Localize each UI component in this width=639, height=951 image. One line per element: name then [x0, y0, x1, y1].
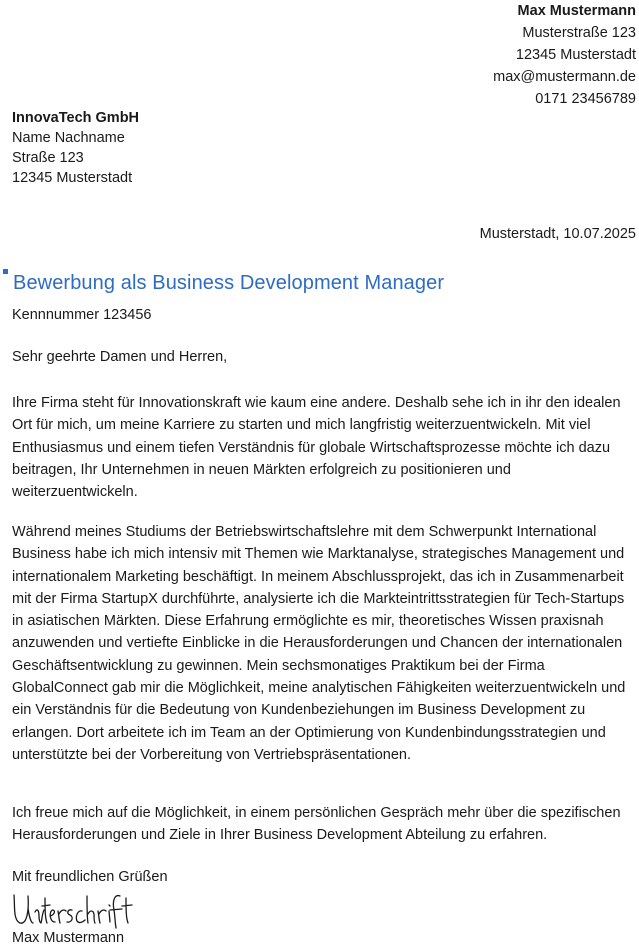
- recipient-city: 12345 Musterstadt: [12, 170, 133, 186]
- sender-name: Max Mustermann: [517, 3, 636, 19]
- recipient-company: InnovaTech GmbH: [12, 110, 140, 126]
- subject-marker: [3, 269, 8, 274]
- recipient-contact: Name Nachname: [12, 130, 125, 146]
- salutation: Sehr geehrte Damen und Herren,: [12, 349, 228, 365]
- sender-email: max@mustermann.de: [493, 69, 636, 85]
- reference-number: Kennnummer 123456: [12, 307, 152, 323]
- closing-phrase: Mit freundlichen Grüßen: [12, 869, 168, 885]
- letter-date: Musterstadt, 10.07.2025: [479, 226, 636, 242]
- body-paragraph: Während meines Studiums der Betriebswirtschaftslehre mit dem Schwerpunkt International Business habe ich mich intensiv mit Themen wie Marktanalyse, strategisches Management und internationalem Marketing beschäftigt. In meinem Abschlussprojekt, das ich in Zusammenarbeit mit der Firma StartupX durchführte, analysierte ich die Markteintrittsstrategien für Tech-Startups in asiatischen Märkten. Diese Erfahrung ermöglichte es mir, theoretisches Wissen praxisnah anzuwenden und vertiefte Einblicke in die Herausforderungen und Chancen der internationalen Geschäftsentwicklung zu gewinnen. Mein sechsmonatiges Praktikum bei der Firma GlobalConnect gab mir die Möglichkeit, meine analytischen Fähigkeiten weiterzuentwickeln und ein Verständnis für die Bedeutung von Kundenbeziehungen im Business Development zu erlangen. Dort arbeitete ich im Team an der Optimierung von Kundenbindungsstrategien und unterstützte bei der Vorbereitung von Vertriebspräsentationen.: [12, 524, 626, 763]
- body-paragraph: Ihre Firma steht für Innovationskraft wie kaum eine andere. Deshalb sehe ich in ihr den idealen Ort für mich, um meine Karriere zu starten und mich langfristig weiterzuentwickeln. Mit viel Enthusiasmus und einem tiefen Verständnis für globale Wirtschaftsprozesse möchte ich dazu beitragen, Ihr Unternehmen in neuen Märkten erfolgreich zu positionieren und weiterzuentwickeln.: [12, 395, 621, 501]
- signer-name: Max Mustermann: [12, 930, 125, 946]
- handwritten-signature: [8, 890, 138, 930]
- sender-city: 12345 Musterstadt: [515, 47, 636, 63]
- subject-line: Bewerbung als Business Development Manager: [13, 272, 445, 294]
- sender-street: Musterstraße 123: [522, 25, 636, 41]
- body-paragraph: Ich freue mich auf die Möglichkeit, in einem persönlichen Gespräch mehr über die spezifischen Herausforderungen und Ziele in Ihrer Business Development Abteilung zu erfahren.: [12, 805, 621, 844]
- recipient-street: Straße 123: [12, 150, 84, 166]
- sender-phone: 0171 23456789: [535, 91, 636, 107]
- recipient-address-block: [12, 108, 139, 188]
- sender-address-block: [493, 0, 636, 110]
